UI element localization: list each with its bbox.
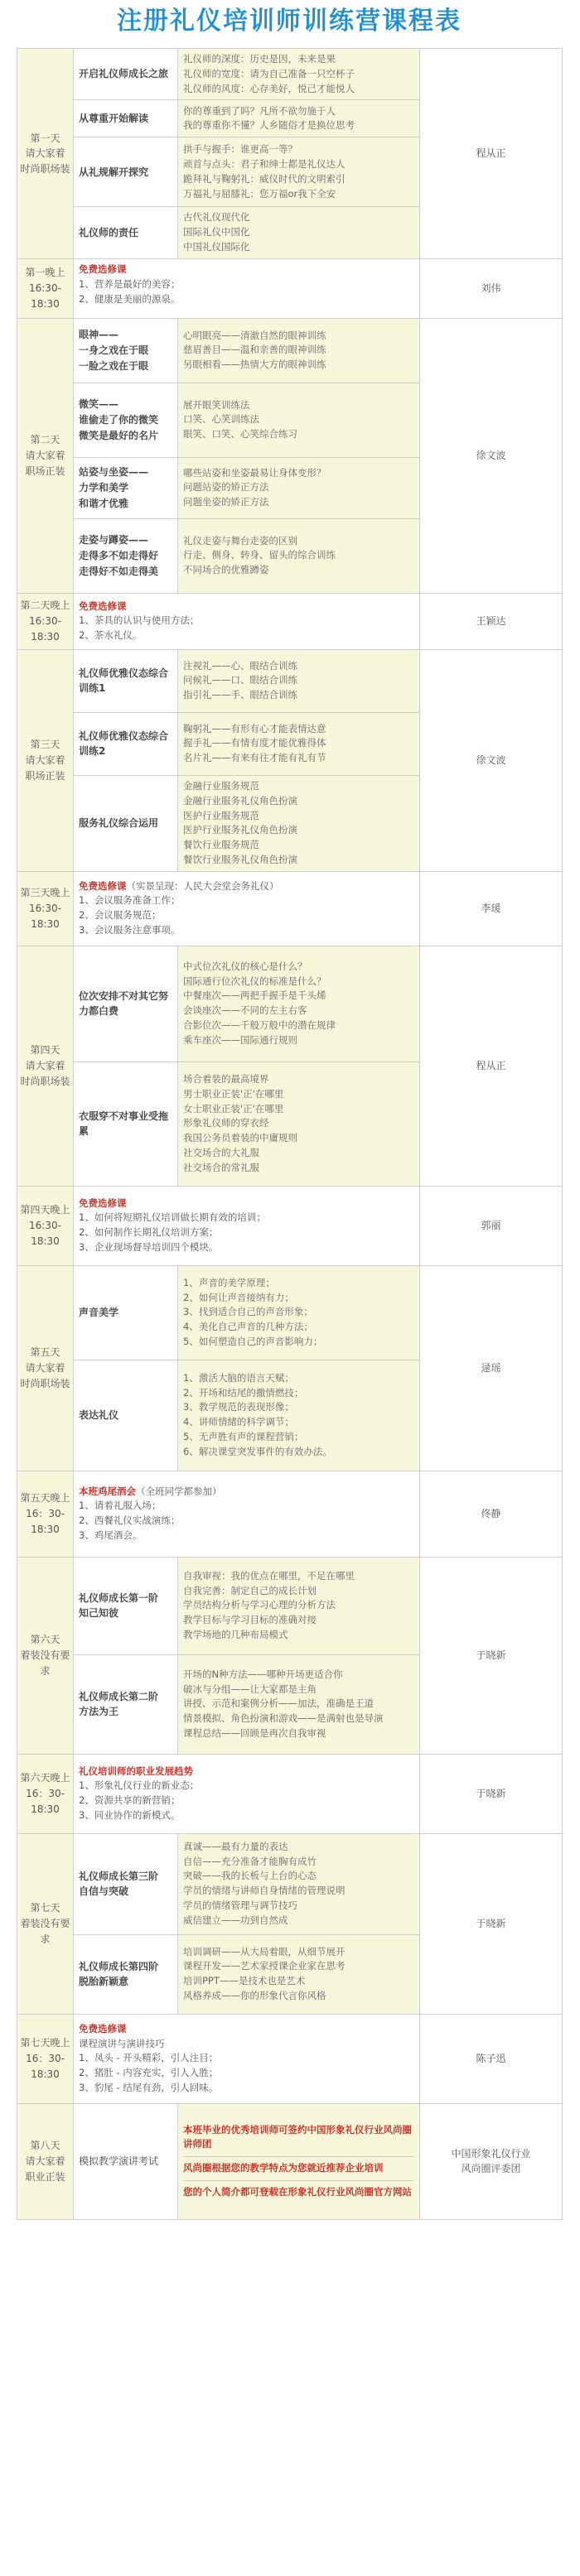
final-point: 本班毕业的优秀培训师可签约中国形象礼仪行业风尚圈讲师团 — [183, 2123, 412, 2150]
table-row — [17, 318, 563, 383]
day-label: 第一晚上 16:30- 18:30 — [17, 258, 74, 318]
table-row — [17, 2103, 563, 2219]
module-name: 表达礼仪 — [74, 1360, 178, 1471]
evening-topic: 礼仪培训师的职业发展趋势 — [79, 1765, 193, 1777]
module-content: 中式位次礼仪的核心是什么？ 国际通行位次礼仪的标准是什么？ 中餐座次——两把手握手是千头烯 会谈座次——不同的左主右客 合影位次——千般万般中的潜在规律 乘车座次——国际通行规则 — [178, 946, 420, 1062]
module-content: 展开眼笑训练法 口笑、心笑训练法 眼笑、口笑、心笑综合练习 — [178, 383, 420, 457]
evening-content — [74, 871, 420, 946]
teacher-name: 于晓新 — [420, 1557, 563, 1754]
evening-note: （实景呈现：人民大会堂会务礼仪） — [126, 879, 279, 892]
evening-line: 1、茶具的认识与使用方法； — [79, 614, 200, 627]
day-label: 第七天 着装没有要求 — [17, 1833, 74, 2014]
day-label: 第三天 请大家着 职场正装 — [17, 649, 74, 871]
evening-content — [74, 593, 420, 649]
evening-topic: 免费选修课 — [79, 599, 127, 612]
evening-line: 2、健康是美丽的源泉。 — [79, 292, 181, 305]
module-name: 从礼规解开探究 — [74, 137, 178, 207]
module-name: 礼仪师的责任 — [74, 207, 178, 258]
evening-line: 1、请着礼服入场； — [79, 1500, 162, 1512]
evening-topic: 免费选修课 — [79, 879, 127, 892]
evening-content — [74, 1186, 420, 1265]
evening-line: 2、茶水礼仪。 — [79, 629, 143, 642]
module-name: 衣服穿不对事业受拖累 — [74, 1062, 178, 1186]
module-content: 你的尊重到了吗？凡所不欲勿施于人 我的尊重你不懂？人乡随俗才是换位思考 — [178, 100, 420, 137]
teacher-name: 陈子迅 — [420, 2014, 563, 2103]
teacher-name: 于晓新 — [420, 1833, 563, 2014]
evening-content — [74, 2014, 420, 2103]
final-point: 风尚圈根据您的教学特点为您就近推荐企业培训 — [183, 2156, 414, 2178]
day-label: 第二天 请大家着 职场正装 — [17, 318, 74, 593]
module-content: 礼仪师的深度：历史是因，未来是果 礼仪师的宽度：请为自己准备一只空杯子 礼仪师的风度：心存美好，悦己才能悦人 — [178, 49, 420, 100]
table-row — [17, 649, 563, 712]
evening-line: 2、猪肚 - 内容充实，引人入胜； — [79, 2067, 219, 2079]
evening-topic: 本班鸡尾酒会 — [79, 1485, 136, 1497]
day-label: 第三天晚上 16:30- 18:30 — [17, 871, 74, 946]
teacher-name: 刘伟 — [420, 258, 563, 318]
table-row — [17, 2014, 563, 2103]
module-name: 微笑—— 谁偷走了你的微笑 微笑是最好的名片 — [74, 383, 178, 457]
module-name: 走姿与蹲姿—— 走得多不如走得好 走得好不如走得美 — [74, 518, 178, 593]
page-title: 注册礼仪培训师训练营课程表 — [117, 7, 462, 36]
day-label: 第八天 请大家着 职业正装 — [17, 2103, 74, 2219]
evening-line: 3、同业协作的新模式。 — [79, 1809, 181, 1822]
teacher-name: 徐文波 — [420, 649, 563, 871]
module-name: 礼仪师成长第一阶 知己知彼 — [74, 1557, 178, 1654]
teacher-name: 程从正 — [420, 49, 563, 259]
evening-line: 3、豹尾 - 结尾有劲，引人回味。 — [79, 2081, 219, 2093]
day-label: 第七天晚上 16：30- 18:30 — [17, 2014, 74, 2103]
module-name: 礼仪师成长第三阶 自信与突破 — [74, 1833, 178, 1934]
module-name: 位次安排不对其它努力都白费 — [74, 946, 178, 1062]
evening-topic: 免费选修课 — [79, 1197, 127, 1209]
final-points — [178, 2103, 420, 2219]
evening-subtitle: 课程演讲与演讲技巧 — [79, 2037, 165, 2049]
module-content: 哪些站姿和坐姿最易让身体变形？ 问题站姿的矫正方法 问题坐姿的矫正方法 — [178, 457, 420, 518]
module-name: 站姿与坐姿—— 力学和美学 和谐才优雅 — [74, 457, 178, 518]
table-row — [17, 1754, 563, 1833]
final-point: 您的个人简介都可登载在形象礼仪行业风尚圈官方网站 — [183, 2180, 414, 2202]
module-content: 开场的N种方法——哪种开场更适合你 破冰与分组——让大家都是主角 讲授、示范和案例分析——加法，准确是王道 情景模拟、角色扮演和游戏——是满射也是导演 课程总结——回顾是再次自我审视 — [178, 1654, 420, 1754]
evening-line: 2、西餐礼仪实战演练； — [79, 1514, 181, 1527]
evening-line: 1、如何将短期礼仪培训做长期有效的培训； — [79, 1211, 266, 1224]
schedule-table — [17, 48, 563, 2220]
evening-line: 1、会议服务准备工作； — [79, 894, 181, 907]
table-row — [17, 49, 563, 100]
evening-content — [74, 1471, 420, 1557]
teacher-name: 于晓新 — [420, 1754, 563, 1833]
table-row — [17, 258, 563, 318]
module-content: 古代礼仪现代化 国际礼仪中国化 中国礼仪国际化 — [178, 207, 420, 258]
evening-line: 3、企业现场督导培训四个模块。 — [79, 1241, 219, 1254]
module-content: 培训调研——从大局着眼，从细节展开 课程开发——艺术家授课企业家在思考 培训PPT——是技术也是艺术 风格养成——你的形象代言你风格 — [178, 1934, 420, 2014]
teacher-name: 佟静 — [420, 1471, 563, 1557]
day-label: 第一天 请大家着 时尚职场装 — [17, 49, 74, 259]
day-label: 第五天 请大家着 时尚职场装 — [17, 1265, 74, 1471]
day-label: 第五天晚上 16：30- 18:30 — [17, 1471, 74, 1557]
module-content: 场合着装的最高境界 男士职业正装'正'在哪里 女士职业正装'正'在哪里 形象礼仪师的穿衣经 我国公务员着装的中庸规则 社交场合的大礼服 社交场合的常礼服 — [178, 1062, 420, 1186]
evening-topic: 免费选修课 — [79, 2022, 127, 2034]
table-row — [17, 1471, 563, 1557]
teacher-name: 王颖达 — [420, 593, 563, 649]
day-label: 第四天 请大家着 时尚职场装 — [17, 946, 74, 1186]
evening-note: （全班同学都参加） — [136, 1485, 222, 1497]
module-name: 服务礼仪综合运用 — [74, 775, 178, 871]
day-label: 第四天晚上 16:30- 18:30 — [17, 1186, 74, 1265]
day-label: 第六天 着装没有要求 — [17, 1557, 74, 1754]
evening-line: 1、营养是最好的美容； — [79, 277, 181, 290]
table-row — [17, 1265, 563, 1360]
module-name: 礼仪师成长第四阶 脱胎新颖意 — [74, 1934, 178, 2014]
teacher-name: 郭丽 — [420, 1186, 563, 1265]
teacher-name: 李瑗 — [420, 871, 563, 946]
evening-line: 1、形象礼仪行业的新业态； — [79, 1779, 200, 1792]
evening-line: 2、如何制作长期礼仪培训方案； — [79, 1226, 219, 1239]
module-name: 礼仪师成长第二阶 方法为王 — [74, 1654, 178, 1754]
module-content: 1、激活大脑的语言天赋； 2、开场和结尾的撒情燃技； 3、教学规范的表现形像； 4、讲师情緒的科学调节； 5、无声胜有声的课程营销； 6、解决课堂突发事件的有效办法。 — [178, 1360, 420, 1471]
teacher-name: 程从正 — [420, 946, 563, 1186]
table-row — [17, 1186, 563, 1265]
day-label: 第六天晚上 16：30- 18:30 — [17, 1754, 74, 1833]
table-row — [17, 871, 563, 946]
evening-content — [74, 258, 420, 318]
module-content: 自我审视：我的优点在哪里，不足在哪里 自我完善：制定自己的成长计划 学员结构分析与学习心理的分析方法 教学目标与学习目标的准确对接 教学场地的几种布局模式 — [178, 1557, 420, 1654]
module-content: 鞠躬礼——有形有心才能表情达意 握手礼——有情有度才能优雅得体 名片礼——有来有往才能有礼有节 — [178, 712, 420, 775]
module-name: 礼仪师优雅仪态综合训练1 — [74, 649, 178, 712]
table-row — [17, 946, 563, 1062]
module-name: 从尊重开始解读 — [74, 100, 178, 137]
table-row — [17, 1557, 563, 1654]
module-name: 眼神—— 一身之戏在于眼 一脸之戏在于眼 — [74, 318, 178, 383]
module-content: 注视礼——心、眼结合训练 问候礼——口、眼结合训练 指引礼——手、眼结合训练 — [178, 649, 420, 712]
evening-line: 3、鸡尾酒会。 — [79, 1529, 143, 1542]
teacher-name: 逯瑶 — [420, 1265, 563, 1471]
teacher-name: 徐文波 — [420, 318, 563, 593]
table-row — [17, 593, 563, 649]
module-content: 心明眼亮——清澈自然的眼神训练 慈眉善目——温和亲善的眼神训练 另眼相看——热情大方的眼神训练 — [178, 318, 420, 383]
table-row — [17, 1833, 563, 1934]
module-content: 金融行业服务规范 金融行业服务礼仪角色扮演 医护行业服务规范 医护行业服务礼仪角色扮演 餐饮行业服务规范 餐饮行业服务礼仪角色扮演 — [178, 775, 420, 871]
module-name: 礼仪师优雅仪态综合训练2 — [74, 712, 178, 775]
evening-line: 2、资源共享的新营销； — [79, 1794, 181, 1807]
module-name: 声音美学 — [74, 1265, 178, 1360]
module-content: 拱手与握手：谁更高一等？ 顽首与点头：君子和绅士都是礼仪达人 跪拜礼与鞠躬礼：威仪时代的文明索引 万福礼与屈膝礼：您万福or我下全安 — [178, 137, 420, 207]
evening-line: 3、会议服务注意事项。 — [79, 924, 181, 937]
module-name: 开启礼仪师成长之旅 — [74, 49, 178, 100]
module-content: 1、声音的美学原理； 2、如何让声音接纳有力； 3、找到适合自己的声音形象； 4、美化自己声音的几种方法； 5、如何塑造自己的声音影响力； — [178, 1265, 420, 1360]
module-content: 礼仪走姿与舞台走姿的区别 行走、侧身、转身、留头的综合训练 不同场合的优雅蹲姿 — [178, 518, 420, 593]
day-label: 第二天晚上 16:30- 18:30 — [17, 593, 74, 649]
evening-content — [74, 1754, 420, 1833]
teacher-name: 中国形象礼仪行业 风尚圈评委团 — [420, 2103, 563, 2219]
module-content: 真诚——最有力量的表达 自信——充分准备才能胸有成竹 突破——我的长板与上台的心态 学员的情绪与讲师自身情绪的管理说明 学员的情绪管理与调节技巧 威信建立——功到自然成 — [178, 1833, 420, 1934]
evening-line: 2、会议服务规范； — [79, 909, 162, 922]
module-name: 模拟教学演讲考试 — [74, 2103, 178, 2219]
evening-topic: 免费选修课 — [79, 262, 127, 275]
evening-line: 1、凤头 - 开头精彩，引人注目； — [79, 2052, 219, 2064]
